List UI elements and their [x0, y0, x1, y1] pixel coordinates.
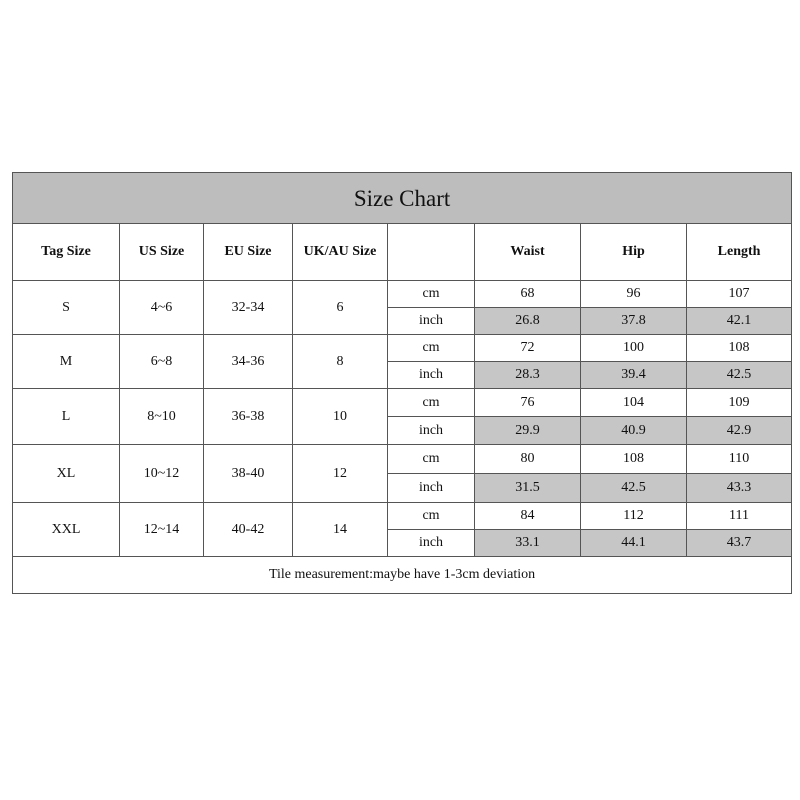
uk-au-size-cell: 8 [293, 335, 388, 389]
eu-size-cell: 32-34 [204, 281, 293, 335]
length-cm-value: 108 [687, 335, 792, 362]
hip-cm-value: 108 [581, 445, 687, 474]
size-row-cm [13, 335, 792, 362]
us-size-cell: 12~14 [120, 503, 204, 557]
header-tag-size: Tag Size [13, 224, 120, 281]
size-chart-table [12, 172, 792, 594]
hip-inch-value: 42.5 [581, 474, 687, 503]
note-row [13, 557, 792, 594]
header-hip: Hip [581, 224, 687, 281]
us-size-cell: 10~12 [120, 445, 204, 503]
waist-cm-value: 80 [475, 445, 581, 474]
unit-label-inch: inch [388, 417, 475, 445]
waist-inch-value: 31.5 [475, 474, 581, 503]
waist-cm-value: 84 [475, 503, 581, 530]
length-cm-value: 107 [687, 281, 792, 308]
us-size-cell: 4~6 [120, 281, 204, 335]
header-row [13, 224, 792, 281]
measurement-note: Tile measurement:maybe have 1-3cm deviation [13, 557, 792, 594]
uk-au-size-cell: 10 [293, 389, 388, 445]
hip-inch-value: 40.9 [581, 417, 687, 445]
hip-cm-value: 104 [581, 389, 687, 417]
unit-label-cm: cm [388, 503, 475, 530]
uk-au-size-cell: 6 [293, 281, 388, 335]
tag-size-cell: M [13, 335, 120, 389]
hip-cm-value: 100 [581, 335, 687, 362]
tag-size-cell: S [13, 281, 120, 335]
waist-inch-value: 28.3 [475, 362, 581, 389]
table-title: Size Chart [13, 173, 792, 224]
size-row-cm [13, 445, 792, 474]
eu-size-cell: 34-36 [204, 335, 293, 389]
unit-label-cm: cm [388, 335, 475, 362]
eu-size-cell: 36-38 [204, 389, 293, 445]
length-inch-value: 43.7 [687, 530, 792, 557]
tag-size-cell: XXL [13, 503, 120, 557]
length-inch-value: 43.3 [687, 474, 792, 503]
uk-au-size-cell: 12 [293, 445, 388, 503]
size-row-cm [13, 281, 792, 308]
eu-size-cell: 40-42 [204, 503, 293, 557]
uk-au-size-cell: 14 [293, 503, 388, 557]
length-inch-value: 42.5 [687, 362, 792, 389]
us-size-cell: 6~8 [120, 335, 204, 389]
header-eu-size: EU Size [204, 224, 293, 281]
tag-size-cell: L [13, 389, 120, 445]
unit-label-cm: cm [388, 389, 475, 417]
unit-label-cm: cm [388, 281, 475, 308]
header-us-size: US Size [120, 224, 204, 281]
length-cm-value: 109 [687, 389, 792, 417]
us-size-cell: 8~10 [120, 389, 204, 445]
waist-cm-value: 76 [475, 389, 581, 417]
hip-inch-value: 39.4 [581, 362, 687, 389]
waist-inch-value: 33.1 [475, 530, 581, 557]
size-row-cm [13, 503, 792, 530]
length-cm-value: 110 [687, 445, 792, 474]
waist-inch-value: 26.8 [475, 308, 581, 335]
size-row-cm [13, 389, 792, 417]
unit-label-inch: inch [388, 530, 475, 557]
header-unit [388, 224, 475, 281]
waist-inch-value: 29.9 [475, 417, 581, 445]
length-inch-value: 42.9 [687, 417, 792, 445]
unit-label-inch: inch [388, 474, 475, 503]
unit-label-cm: cm [388, 445, 475, 474]
hip-inch-value: 44.1 [581, 530, 687, 557]
unit-label-inch: inch [388, 362, 475, 389]
length-inch-value: 42.1 [687, 308, 792, 335]
tag-size-cell: XL [13, 445, 120, 503]
waist-cm-value: 72 [475, 335, 581, 362]
unit-label-inch: inch [388, 308, 475, 335]
hip-cm-value: 112 [581, 503, 687, 530]
header-waist: Waist [475, 224, 581, 281]
header-uk-au-size: UK/AU Size [293, 224, 388, 281]
length-cm-value: 111 [687, 503, 792, 530]
hip-inch-value: 37.8 [581, 308, 687, 335]
waist-cm-value: 68 [475, 281, 581, 308]
header-length: Length [687, 224, 792, 281]
hip-cm-value: 96 [581, 281, 687, 308]
eu-size-cell: 38-40 [204, 445, 293, 503]
